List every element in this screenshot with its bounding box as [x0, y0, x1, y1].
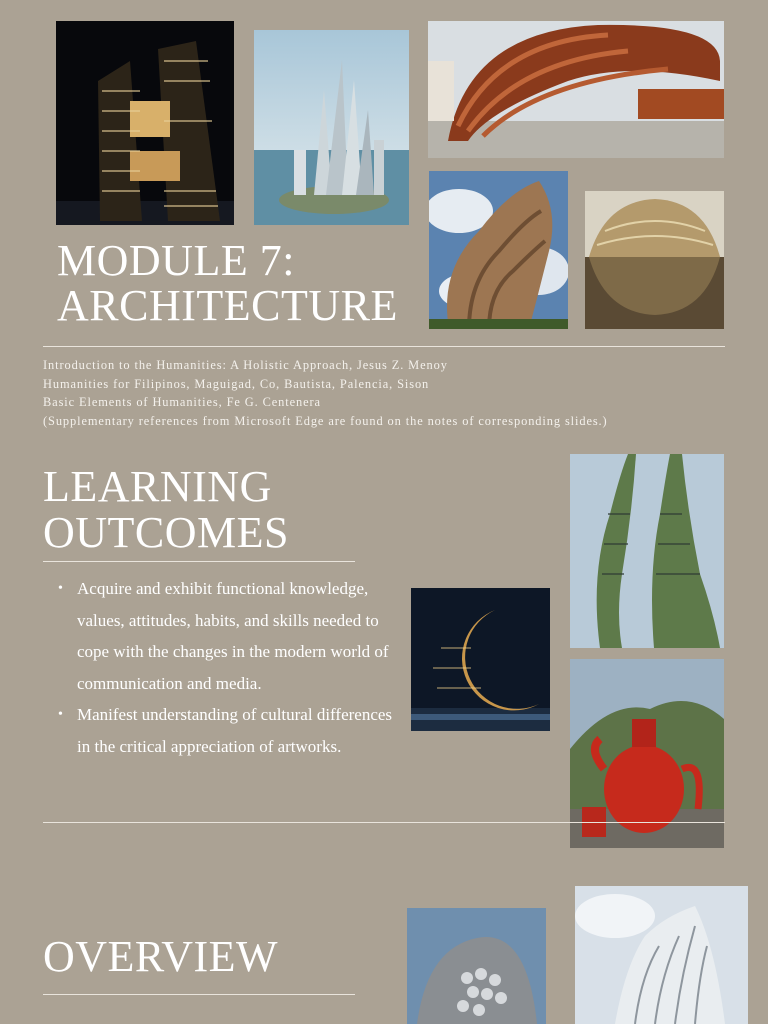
bullet-icon: •: [58, 581, 63, 596]
photo-wavy-white-tower: [575, 886, 748, 1024]
title-divider: [43, 346, 725, 347]
reference-list: [43, 356, 743, 430]
photo-twin-towers-night: [56, 21, 234, 225]
photo-green-twin-towers: [570, 454, 724, 648]
overview-heading: OVERVIEW: [43, 932, 279, 981]
photo-crescent-tower-night: [411, 588, 550, 731]
reference-item: (Supplementary references from Microsoft Edge are found on the notes of corresponding slides.): [43, 413, 608, 428]
reference-item: Basic Elements of Humanities, Fe G. Centenera: [43, 395, 321, 409]
bullet-icon: •: [58, 707, 63, 722]
photo-metallic-curved-building: [407, 908, 546, 1024]
photo-egg-dome-on-water: [585, 191, 724, 329]
overview-divider: [43, 994, 355, 995]
learning-outcomes-heading-line-2: OUTCOMES: [43, 508, 290, 557]
reference-item: Introduction to the Humanities: A Holistic Approach, Jesus Z. Menoy: [43, 358, 448, 372]
list-item: [58, 573, 403, 699]
learning-outcomes-list: [58, 573, 403, 762]
module-title-line-1: MODULE 7:: [57, 236, 295, 285]
module-title-line-2: ARCHITECTURE: [57, 281, 398, 330]
module-title: [57, 238, 437, 328]
photo-organic-stone-building: [429, 171, 568, 329]
learning-outcomes-bottom-divider: [43, 822, 725, 823]
photo-teapot-building: [570, 659, 724, 848]
learning-outcome-text: Acquire and exhibit functional knowledge, values, attitudes, habits, and skills needed to cope with the changes in the modern world of communication and media.: [77, 579, 389, 693]
reference-item: Humanities for Filipinos, Maguigad, Co, Bautista, Palencia, Sison: [43, 376, 430, 391]
learning-outcomes-heading-line-1: LEARNING: [43, 462, 272, 511]
photo-copper-ribbon-building: [428, 21, 724, 158]
learning-outcomes-divider: [43, 561, 355, 562]
learning-outcomes-heading: [43, 464, 289, 556]
learning-outcome-text: Manifest understanding of cultural differences in the critical appreciation of artworks.: [77, 705, 393, 756]
list-item: [58, 699, 403, 762]
photo-spike-towers: [254, 30, 409, 225]
